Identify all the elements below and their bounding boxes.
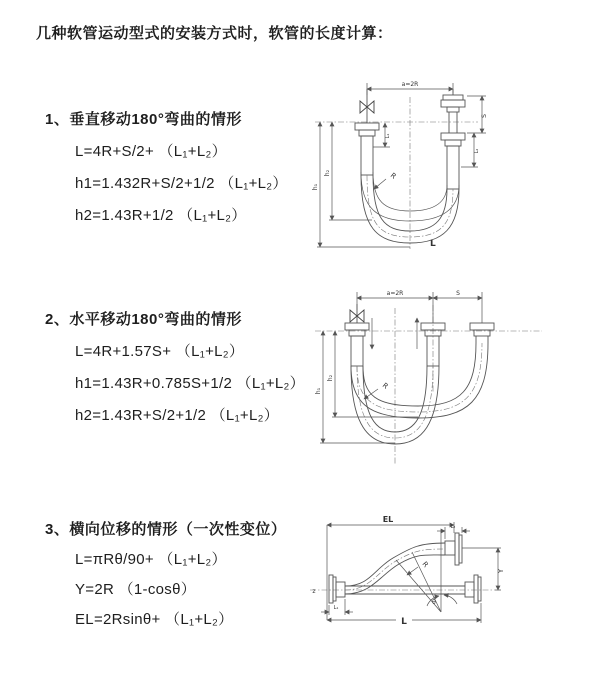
valve [350, 304, 364, 323]
section-1-heading: 1、垂直移动180°弯曲的情形 [45, 111, 242, 128]
radius-leader [374, 171, 398, 189]
dim-label-l: L [401, 617, 407, 627]
formula-line: Y=2R （1-cosθ） [75, 581, 197, 598]
left-pipe-assembly [355, 89, 379, 175]
dim-label-s: S [481, 114, 488, 118]
dim-label-h2: h₂ [327, 374, 334, 382]
page-title: 几种软管运动型式的安装方式时，软管的长度计算： [36, 25, 393, 42]
dim-label-l1: L₁ [333, 605, 339, 611]
section-3-heading: 3、横向位移的情形（一次性变位） [45, 521, 287, 538]
angle-construction [396, 530, 457, 612]
formula-line: h2=1.43R+S/2+1/2 （L₁+L₂） [75, 407, 280, 424]
hose-braid [447, 146, 459, 189]
dimension-l2 [461, 133, 480, 167]
dim-label-radius: R [388, 171, 398, 181]
dimension-s [467, 96, 488, 133]
formula-line: h1=1.432R+S/2+1/2 （L₁+L₂） [75, 175, 288, 192]
dim-label-y: Y [497, 568, 505, 574]
formula-line: h1=1.43R+0.785S+1/2 （L₁+L₂） [75, 375, 305, 392]
dim-label-el: EL [382, 515, 394, 524]
hose-curves-displaced [351, 343, 488, 418]
dim-label-a2r: a=2R [401, 81, 419, 88]
dim-label-radius: R [380, 381, 390, 391]
dim-label-l1: L₁ [385, 133, 391, 139]
dimension-l2 [437, 524, 470, 539]
right-pipe-assembly [441, 89, 465, 189]
left-flange [329, 575, 345, 603]
section-2-heading: 2、水平移动180°弯曲的情形 [45, 311, 242, 328]
centerline-break-mark: z [312, 588, 316, 595]
hose-braid [351, 336, 363, 366]
dimension-s [433, 290, 482, 298]
centerlines [315, 305, 542, 465]
formula-line: L=πRθ/90+ （L₁+L₂） [75, 551, 227, 568]
formula-line: L=4R+S/2+ （L₁+L₂） [75, 143, 227, 160]
dim-label-h1: h₁ [315, 387, 322, 395]
radius-leader [407, 560, 430, 575]
dim-label-l2: L₂ [474, 148, 480, 154]
dim-label-theta: θ [432, 599, 436, 606]
upper-flange [445, 533, 462, 565]
right-flange [465, 575, 481, 603]
dimension-h2 [324, 122, 372, 220]
dim-label-a2r: a=2R [386, 290, 404, 297]
dimension-l1 [321, 599, 353, 615]
diagram-horizontal-180-bend [310, 283, 600, 473]
dim-label-l2: L₂ [450, 524, 456, 530]
dimension-a2r [367, 81, 453, 95]
formula-line: h2=1.43R+1/2 （L₁+L₂） [75, 207, 247, 224]
dimension-l [327, 603, 481, 627]
formula-line: L=4R+1.57S+ （L₁+L₂） [75, 343, 245, 360]
dim-label-h2: h₂ [324, 169, 331, 177]
flange-3 [470, 323, 494, 343]
dimension-h2 [327, 331, 418, 417]
dimension-l1 [373, 123, 391, 147]
dim-label-length: L [430, 239, 436, 249]
dimension-y [462, 548, 505, 590]
travel-arrows [372, 318, 417, 349]
formula-line: EL=2Rsinθ+ （L₁+L₂） [75, 611, 234, 628]
hose-braid [361, 136, 373, 175]
flange-1 [345, 323, 369, 366]
dimension-a2r [357, 290, 482, 323]
dim-label-radius: R [420, 560, 430, 570]
radius-leader [364, 381, 390, 399]
diagram-vertical-180-bend [310, 75, 600, 255]
diagram-lateral-displacement [300, 505, 600, 665]
dim-label-s: S [456, 290, 460, 297]
dim-label-h1: h₁ [312, 183, 319, 191]
